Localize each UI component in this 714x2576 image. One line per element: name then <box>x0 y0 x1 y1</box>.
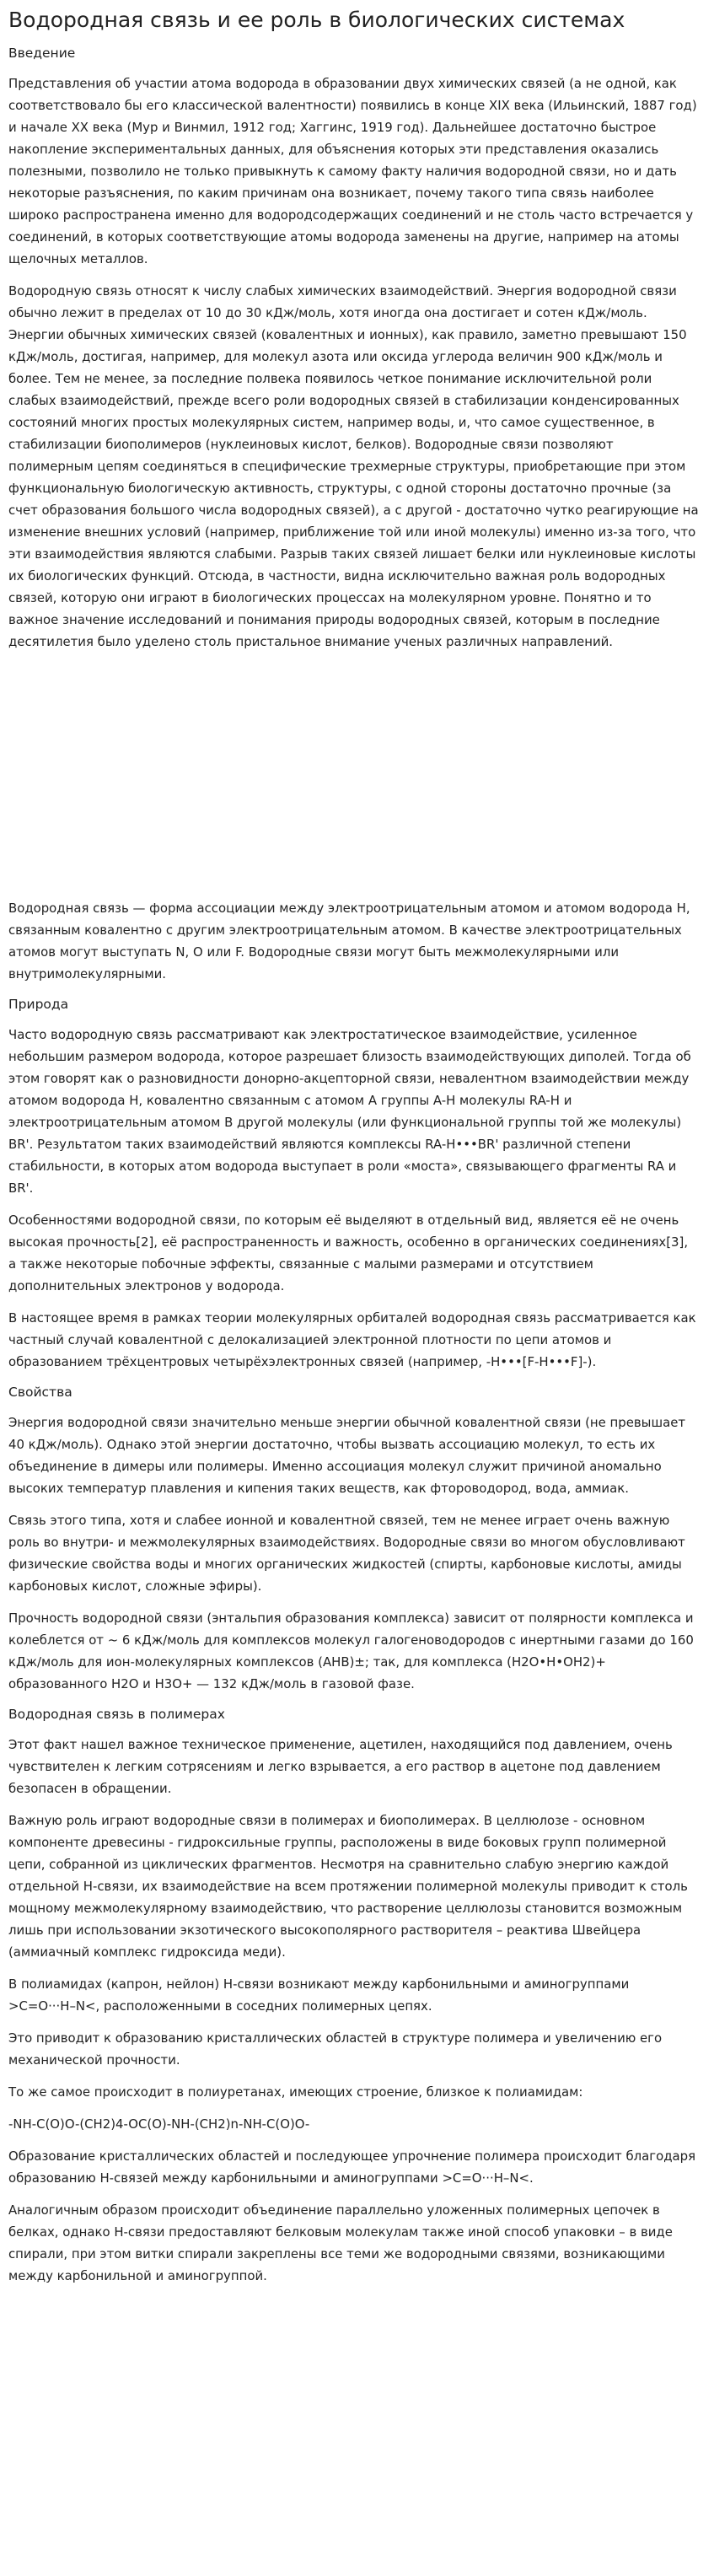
section-heading-nature: Природа <box>8 997 69 1012</box>
section-heading-intro: Введение <box>8 46 76 61</box>
blank-space <box>8 663 706 897</box>
paragraph-properties-strength: Прочность водородной связи (энтальпия образования комплекса) зависит от полярности комплекса и колеблется от ~ 6 кДж/моль для комплексов молекул галогеноводородов с инертными газами до 160 кДж/моль для ион-молекулярных комплексов (AHB)±; так, для комплекса (H2O•H•OH2)+ образованного H2O и H3O+ — 132 кДж/моль в газовой фазе. <box>8 1611 694 1691</box>
paragraph-nature-electrostatic: Часто водородную связь рассматривают как электростатическое взаимодействие, усиленное небольшим размером водорода, которое разрешает близость взаимодействующих диполей. Тогда об этом говорят как о разновидности донорно-акцепторной связи, невалентном взаимодействии между атомом водорода H, ковалентно связанным с атомом A группы A-H молекулы RA-H и электроотрицательным атомом B другой молекулы (или функциональной группы той же молекулы) BR'. Результатом таких взаимодействий являются комплексы RA-H•••BR' различной степени стабильности, в которых атом водорода выступает в роли «моста», связывающего фрагменты RA и BR'. <box>8 1027 691 1196</box>
paragraph-polymers-polyurethanes: То же самое происходит в полиуретанах, имеющих строение, близкое к полиамидам: <box>8 2084 583 2100</box>
paragraph-polymers-polyamides: В полиамидах (капрон, нейлон) H-связи возникают между карбонильными и аминогруппами >C=O···H–N<, расположенными в соседних полимерных цепях. <box>8 1976 630 2014</box>
paragraph-polymers-cellulose: Важную роль играют водородные связи в полимерах и биополимерах. В целлюлозе - основном компоненте древесины - гидроксильные группы, расположены в виде боковых групп полимерной цепи, собранной из циклических фрагментов. Несмотря на сравнительно слабую энергию каждой отдельной H-связи, их взаимодействие на всем протяжении полимерной молекулы приводит к столь мощному межмолекулярному взаимодействию, что растворение целлюлозы становится возможным лишь при использовании экзотического высокополярного растворителя – реактива Швейцера (аммиачный комплекс гидроксида меди). <box>8 1813 688 1960</box>
paragraph-intro-history: Представления об участии атома водорода в образовании двух химических связей (а не одной, как соответствовало бы его классической валентности) появились в конце XIX века (Ильинский, 1887 год) и начале XX века (Мур и Винмил, 1912 год; Хаггинс, 1919 год). Дальнейшее достаточно быстрое накопление экспериментальных данных, для объяснения которых эти представления оказались полезными, позволило не только привыкнуть к самому факту наличия водородной связи, но и дать некоторые разъяснения, по каким причинам она возникает, почему такого типа связь наиболее широко распространена именно для водородсодержащих соединений и не столь часто встречается у соединений, в которых соответствующие атомы водорода заменены на другие, например на атомы щелочных металлов. <box>8 76 697 266</box>
paragraph-nature-orbital-theory: В настоящее время в рамках теории молекулярных орбиталей водородная связь рассматривается как частный случай ковалентной с делокализацией электронной плотности по цепи атомов и образованием трёхцентровых четырёхэлектронных связей (например, -H•••[F-H•••F]-). <box>8 1310 696 1369</box>
paragraph-polymers-crystalline: Это приводит к образованию кристаллических областей в структуре полимера и увеличению его механической прочности. <box>8 2030 663 2068</box>
paragraph-properties-role: Связь этого типа, хотя и слабее ионной и ковалентной связей, тем не менее играет очень важную роль во внутри- и межмолекулярных взаимодействиях. Водородные связи во многом обусловливают физические свойства воды и многих органических жидкостей (спирты, карбоновые кислоты, амиды карбоновых кислот, сложные эфиры). <box>8 1513 685 1594</box>
paragraph-polymers-strengthening: Образование кристаллических областей и последующее упрочнение полимера происходит благодаря образованию H-связей между карбонильными и аминогруппами >C=O···H–N<. <box>8 2148 696 2186</box>
section-heading-properties: Свойства <box>8 1385 72 1400</box>
polyurethane-formula: -NH-C(O)O-(CH2)4-OC(O)-NH-(CH2)n-NH-C(O)O- <box>8 2116 310 2132</box>
paragraph-polymers-proteins: Аналогичным образом происходит объединение параллельно уложенных полимерных цепочек в белках, однако H-связи предоставляют белковым молекулам также иной способ упаковки – в виде спирали, при этом витки спирали закреплены все теми же водородными связями, возникающими между карбонильной и аминогруппой. <box>8 2202 673 2283</box>
paragraph-polymers-acetylene: Этот факт нашел важное техническое применение, ацетилен, находящийся под давлением, очень чувствителен к легким сотрясениям и легко взрывается, а его раствор в ацетоне под давлением безопасен в обращении. <box>8 1737 673 1796</box>
paragraph-nature-features: Особенностями водородной связи, по которым её выделяют в отдельный вид, является её не очень высокая прочность[2], её распространенность и важность, особенно в органических соединениях[3], а также некоторые побочные эффекты, связанные с малыми размерами и отсутствием дополнительных электронов у водорода. <box>8 1213 689 1293</box>
document-title: Водородная связь и ее роль в биологических системах <box>8 8 625 32</box>
paragraph-properties-energy: Энергия водородной связи значительно меньше энергии обычной ковалентной связи (не превышает 40 кДж/моль). Однако этой энергии достаточно, чтобы вызвать ассоциацию молекул, то есть их объединение в димеры или полимеры. Именно ассоциация молекул служит причиной аномально высоких температур плавления и кипения таких веществ, как фтороводород, вода, аммиак. <box>8 1415 686 1496</box>
paragraph-intro-energy: Водородную связь относят к числу слабых химических взаимодействий. Энергия водородной связи обычно лежит в пределах от 10 до 30 кДж/моль, хотя иногда она достигает и сотен кДж/моль. Энергии обычных химических связей (ковалентных и ионных), как правило, заметно превышают 150 кДж/моль, достигая, например, для молекул азота или оксида углерода величин 900 кДж/моль и более. Тем не менее, за последние полвека появилось четкое понимание исключительной роли слабых взаимодействий, прежде всего роли водородных связей в стабилизации конденсированных состояний многих простых молекулярных систем, например воды, и, что самое существенное, в стабилизации биополимеров (нуклеиновых кислот, белков). Водородные связи позволяют полимерным цепям соединяться в специфические трехмерные структуры, приобретающие при этом функциональную биологическую активность, структуры, с одной стороны достаточно прочные (за счет образования большого числа водородных связей), а с другой - достаточно чутко реагирующие на изменение внешних условий (например, приближение той или иной молекулы) именно из-за того, что эти взаимодействия являются слабыми. Разрыв таких связей лишает белки или нуклеиновые кислоты их биологических функций. Отсюда, в частности, видна исключительно важная роль водородных связей, которую они играют в биологических процессах на молекулярном уровне. Понятно и то важное значение исследований и понимания природы водородных связей, которым в последние десятилетия было уделено столь пристальное внимание ученых различных направлений. <box>8 283 699 649</box>
paragraph-definition: Водородная связь — форма ассоциации между электроотрицательным атомом и атомом водорода H, связанным ковалентно с другим электроотрицательным атомом. В качестве электроотрицательных атомов могут выступать N, O или F. Водородные связи могут быть межмолекулярными или внутримолекулярными. <box>8 901 690 981</box>
section-heading-polymers: Водородная связь в полимерах <box>8 1707 225 1722</box>
